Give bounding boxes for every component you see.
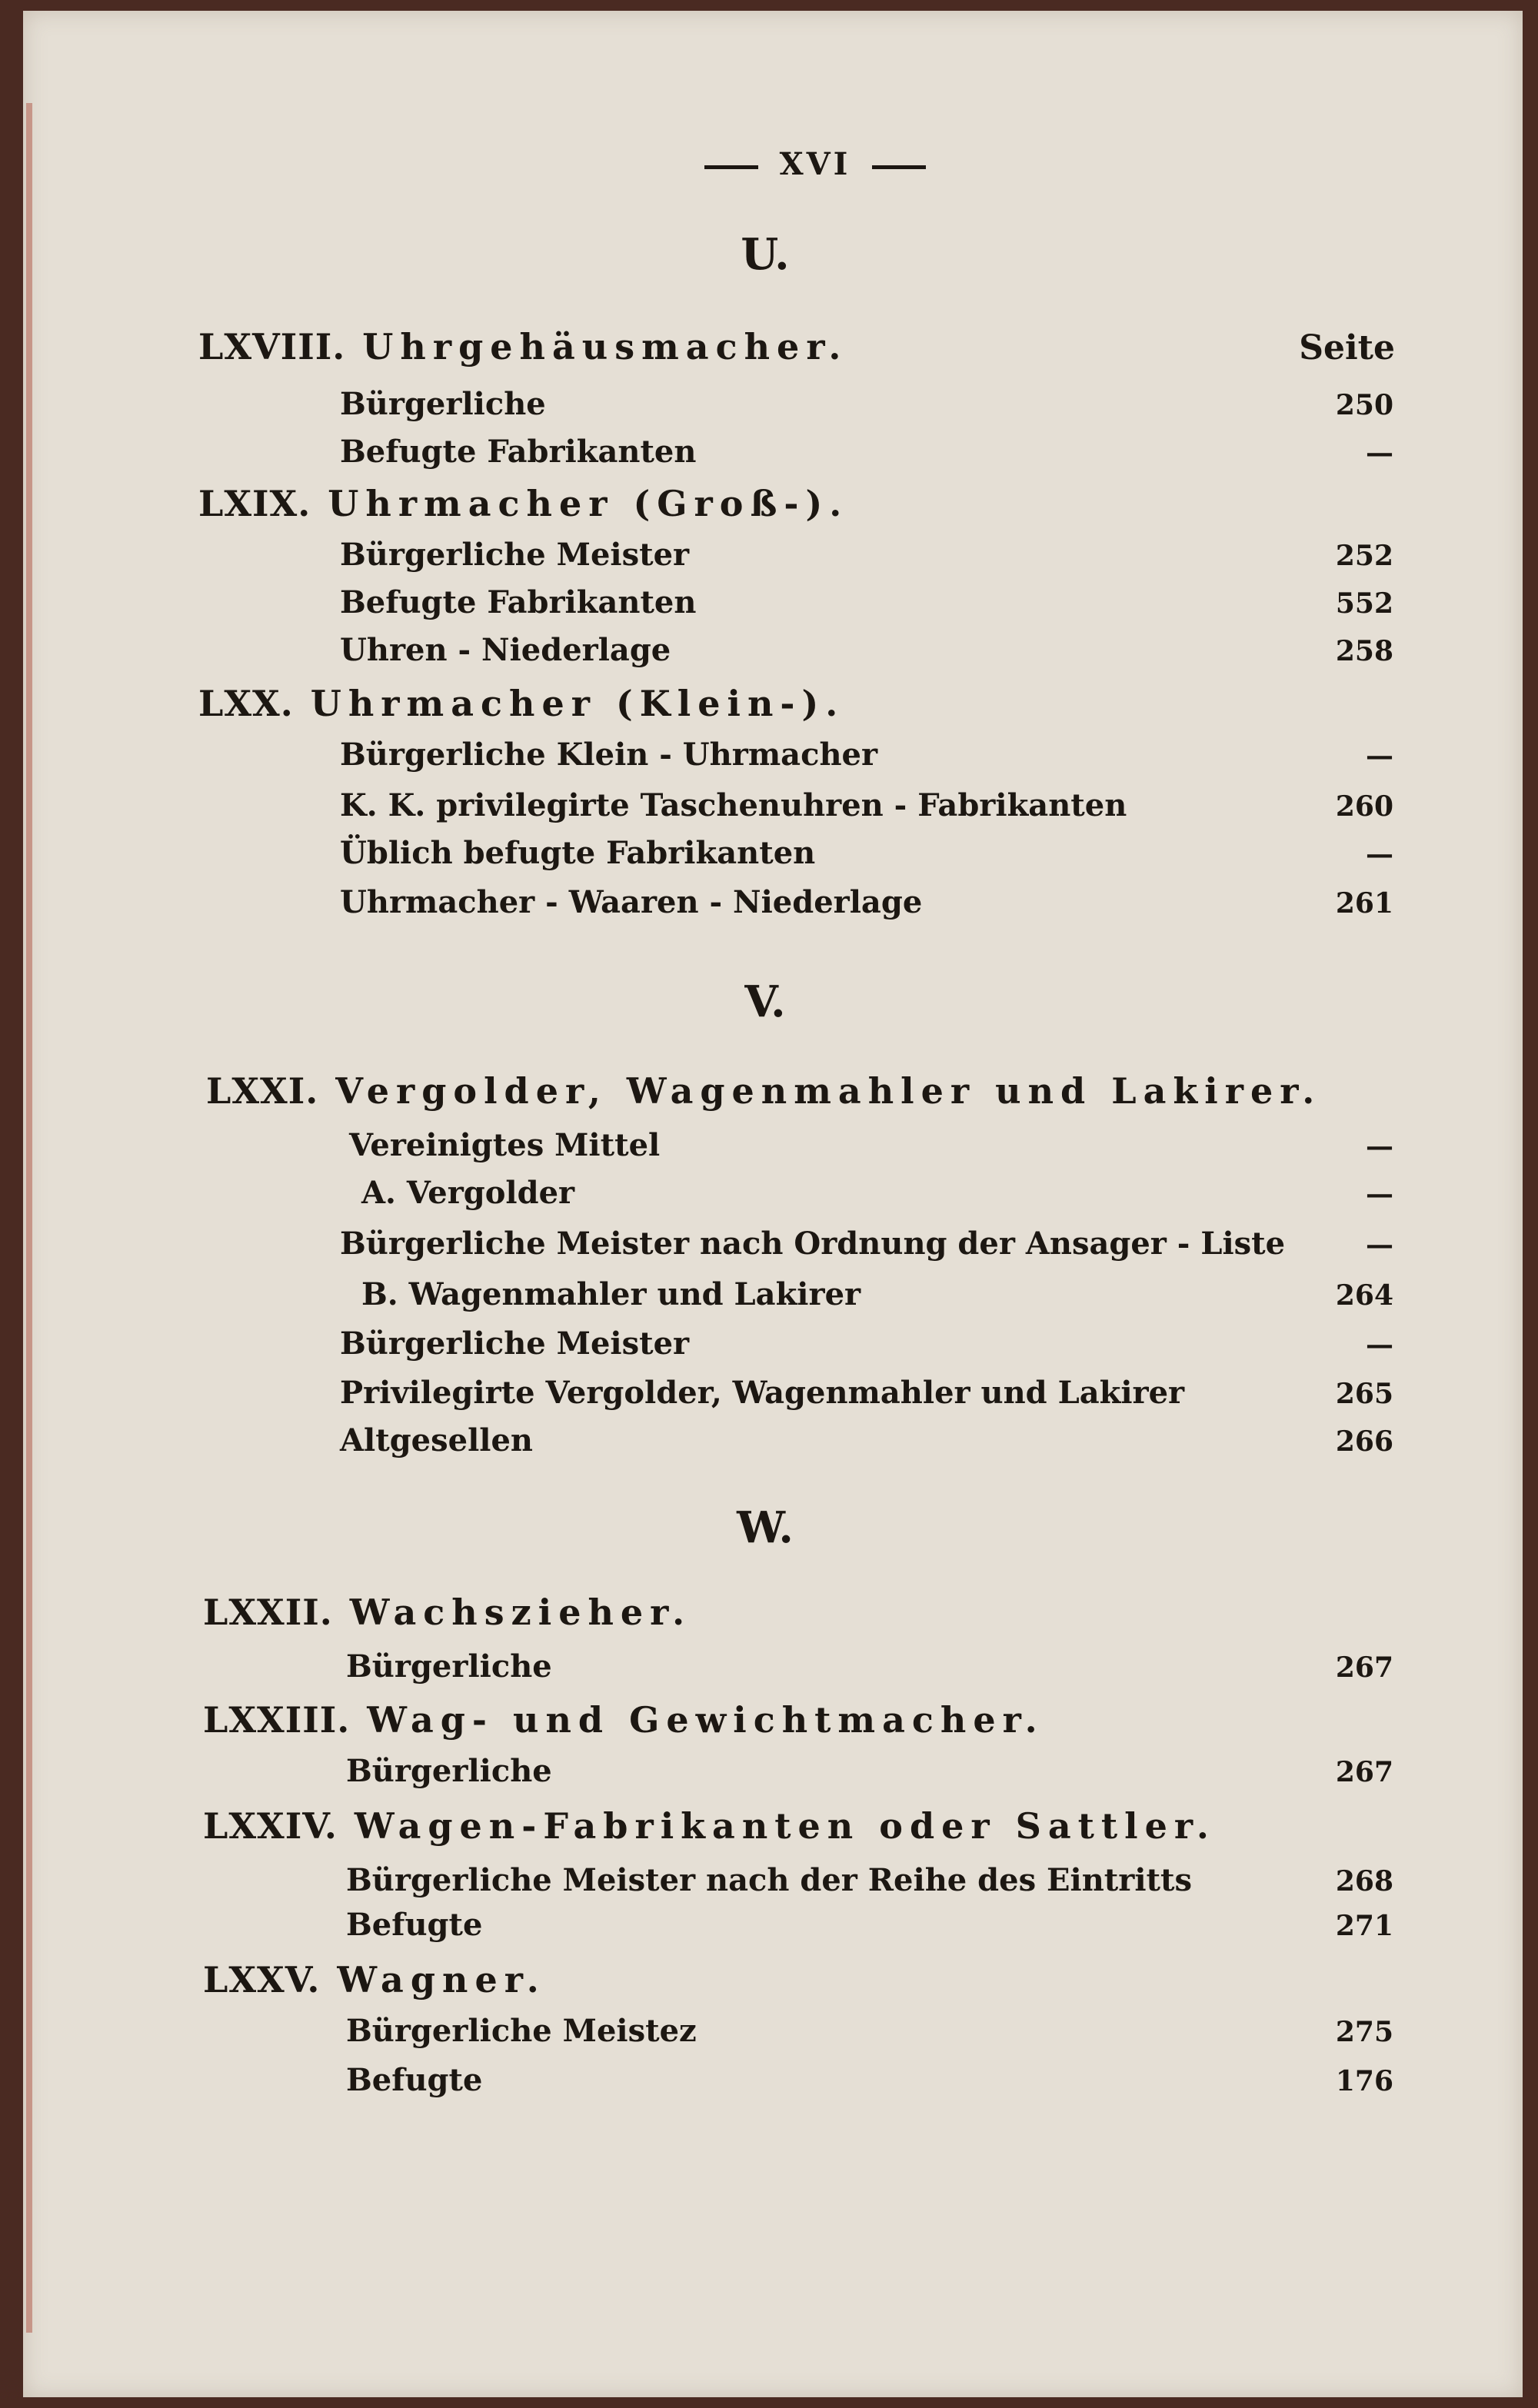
- header-dash-left: [704, 165, 758, 169]
- entry-name: Wagner.: [337, 1959, 546, 2001]
- page-number: XVI: [779, 146, 851, 182]
- seite-label: Seite: [1299, 328, 1395, 368]
- entry-name: Uhrmacher (Klein-).: [310, 683, 845, 724]
- list-item: Üblich befugte Fabrikanten —: [340, 835, 1393, 871]
- list-item: Befugte Fabrikanten 552: [340, 584, 1393, 620]
- entry-name: Vergolder, Wagenmahler und Lakirer.: [335, 1070, 1322, 1112]
- entry-heading-lxxi: [206, 1070, 1403, 1112]
- list-item: Bürgerliche 267: [346, 1753, 1393, 1789]
- list-item: A. Vergolder —: [361, 1175, 1393, 1211]
- section-letter-w: W.: [737, 1502, 794, 1553]
- entry-heading-lxx: [198, 683, 1395, 724]
- list-item: Bürgerliche Meister nach der Reihe des Eintritts 268: [346, 1862, 1393, 1898]
- entry-heading-lxxiv: [203, 1805, 1400, 1847]
- list-item: B. Wagenmahler und Lakirer 264: [361, 1276, 1393, 1312]
- entry-name: Uhrgehäusmacher.: [362, 326, 848, 368]
- list-item: K. K. privilegirte Taschenuhren - Fabrikanten 260: [340, 787, 1393, 823]
- header-dash-right: [872, 165, 926, 169]
- list-item: Bürgerliche Meistez 275: [346, 2013, 1393, 2049]
- list-item: Vereinigtes Mittel —: [349, 1127, 1393, 1163]
- section-letter-v: V.: [744, 976, 786, 1027]
- list-item: Befugte 176: [346, 2062, 1393, 2098]
- entry-number: LXXII.: [203, 1591, 333, 1633]
- entry-name: Wag- und Gewichtmacher.: [367, 1699, 1044, 1741]
- book-page: [23, 11, 1523, 2397]
- list-item: Bürgerliche Klein - Uhrmacher —: [340, 737, 1393, 773]
- page-edge-stain: [26, 103, 32, 2333]
- entry-number: LXXI.: [206, 1070, 319, 1112]
- page-header: [661, 146, 969, 182]
- entry-number: LXXIII.: [203, 1699, 351, 1741]
- entry-number: LXVIII.: [198, 326, 346, 368]
- entry-heading-lxviii: [198, 326, 1395, 368]
- entry-number: LXXIV.: [203, 1805, 338, 1847]
- entry-name: Uhrmacher (Groß-).: [328, 483, 849, 524]
- list-item: Bürgerliche Meister nach Ordnung der Ansager - Liste —: [340, 1226, 1393, 1262]
- entry-number: LXX.: [198, 683, 294, 724]
- list-item: Bürgerliche Meister 252: [340, 537, 1393, 573]
- list-item: Bürgerliche 250: [340, 386, 1393, 422]
- list-item: Befugte Fabrikanten —: [340, 434, 1393, 470]
- list-item: Bürgerliche 267: [346, 1648, 1393, 1685]
- entry-heading-lxxii: [203, 1591, 1400, 1633]
- entry-name: Wagen-Fabrikanten oder Sattler.: [354, 1805, 1216, 1847]
- list-item: Uhren - Niederlage 258: [340, 632, 1393, 668]
- list-item: Privilegirte Vergolder, Wagenmahler und Lakirer 265: [340, 1375, 1393, 1411]
- entry-number: LXXV.: [203, 1959, 321, 2001]
- entry-name: Wachszieher.: [349, 1591, 692, 1633]
- entry-number: LXIX.: [198, 483, 311, 524]
- entry-heading-lxix: [198, 483, 1395, 524]
- entry-heading-lxxv: [203, 1959, 1400, 2001]
- list-item: Uhrmacher - Waaren - Niederlage 261: [340, 884, 1393, 920]
- entry-heading-lxxiii: [203, 1699, 1400, 1741]
- section-letter-u: U.: [741, 229, 790, 280]
- list-item: Bürgerliche Meister —: [340, 1325, 1393, 1362]
- list-item: Altgesellen 266: [340, 1422, 1393, 1458]
- list-item: Befugte 271: [346, 1907, 1393, 1943]
